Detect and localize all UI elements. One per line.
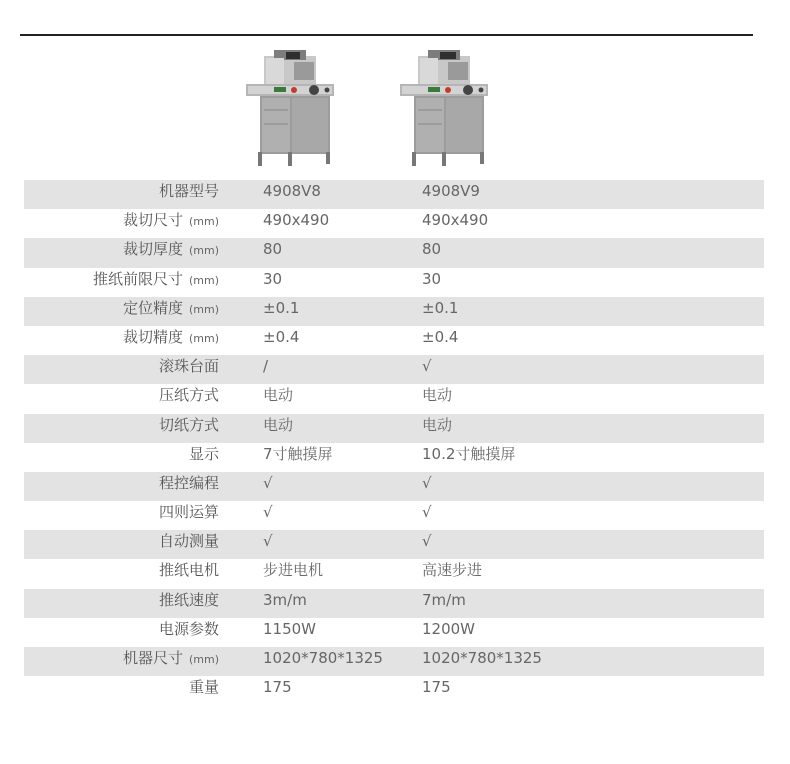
spec-label — [123, 647, 219, 671]
spec-row — [24, 501, 764, 530]
spec-label — [159, 472, 219, 495]
spec-label — [159, 559, 219, 582]
spec-label-text: 压纸方式 — [158, 386, 219, 405]
spec-label — [159, 180, 219, 203]
spec-row — [24, 647, 764, 676]
spec-value-model-b: 1200W — [422, 619, 476, 638]
spec-value-model-a: 1150W — [263, 619, 317, 638]
spec-row — [24, 268, 764, 297]
spec-label — [123, 326, 219, 350]
spec-value-model-b: ±0.4 — [422, 327, 459, 346]
spec-label — [159, 530, 219, 553]
spec-label-text: 重量 — [188, 678, 219, 697]
spec-value-model-b: 电动 — [422, 386, 453, 405]
spec-value-model-b: ±0.1 — [422, 298, 459, 317]
spec-label-text: 定位精度 — [122, 298, 183, 317]
spec-value-model-b: 490x490 — [422, 211, 489, 230]
spec-label — [159, 414, 219, 437]
spec-row — [24, 180, 764, 209]
spec-row — [24, 355, 764, 384]
spec-row — [24, 530, 764, 559]
spec-value-model-a: ±0.4 — [263, 327, 300, 346]
spec-value-model-b: 1020*780*1325 — [422, 649, 542, 667]
spec-label-text: 裁切尺寸 — [122, 211, 183, 230]
spec-value-model-a: 步进电机 — [263, 561, 324, 580]
spec-row — [24, 443, 764, 472]
spec-row — [24, 559, 764, 588]
top-divider — [20, 34, 753, 36]
spec-value-model-a: 4908V8 — [263, 182, 321, 200]
spec-label — [123, 238, 219, 262]
spec-value-model-b: √ — [422, 473, 432, 492]
spec-label — [159, 355, 219, 378]
spec-label-text: 裁切厚度 — [122, 240, 183, 259]
spec-label-text: 机器型号 — [158, 182, 219, 200]
spec-value-model-a: 1020*780*1325 — [263, 649, 383, 667]
paper-cutter-machine-icon — [244, 48, 336, 166]
spec-label — [189, 443, 219, 466]
spec-row — [24, 326, 764, 355]
spec-label-text: 四则运算 — [158, 503, 219, 522]
spec-value-model-b: 电动 — [422, 415, 453, 434]
spec-value-model-b: 7m/m — [422, 590, 466, 609]
spec-value-model-b: 175 — [422, 678, 451, 697]
spec-label-text: 机器尺寸 — [122, 649, 183, 667]
spec-label — [123, 209, 219, 233]
spec-value-model-a: 490x490 — [263, 211, 330, 230]
spec-unit: (mm) — [188, 273, 219, 287]
spec-unit: (mm) — [188, 215, 219, 229]
spec-row — [24, 384, 764, 413]
spec-value-model-b: 30 — [422, 269, 442, 288]
spec-row — [24, 618, 764, 647]
spec-table — [24, 180, 764, 705]
spec-label — [93, 268, 219, 292]
spec-label-text: 自动测量 — [158, 532, 219, 551]
spec-row — [24, 238, 764, 267]
paper-cutter-machine-icon — [398, 48, 490, 166]
spec-label-text: 电源参数 — [158, 619, 219, 638]
spec-value-model-a: 30 — [263, 269, 283, 288]
spec-value-model-a: 电动 — [263, 386, 294, 405]
spec-row — [24, 297, 764, 326]
spec-unit: (mm) — [188, 244, 219, 258]
spec-row — [24, 209, 764, 238]
spec-value-model-a: 80 — [263, 240, 283, 259]
spec-value-model-b: 10.2寸触摸屏 — [422, 444, 516, 463]
spec-label-text: 裁切精度 — [122, 327, 183, 346]
spec-unit: (mm) — [188, 331, 219, 345]
spec-label — [159, 384, 219, 407]
spec-value-model-a: ±0.1 — [263, 298, 300, 317]
spec-row — [24, 414, 764, 443]
spec-value-model-a: √ — [263, 503, 273, 522]
spec-unit: (mm) — [188, 302, 219, 316]
spec-value-model-a: 电动 — [263, 415, 294, 434]
spec-label-text: 程控编程 — [158, 473, 219, 492]
spec-label — [123, 297, 219, 321]
spec-label-text: 滚珠台面 — [158, 357, 219, 376]
spec-value-model-a: √ — [263, 473, 273, 492]
spec-value-model-b: √ — [422, 357, 432, 376]
spec-value-model-a: 7寸触摸屏 — [263, 444, 333, 463]
spec-row — [24, 676, 764, 705]
spec-label-text: 推纸速度 — [158, 590, 219, 609]
spec-value-model-a: 175 — [263, 678, 292, 697]
spec-value-model-b: √ — [422, 532, 432, 551]
spec-value-model-b: √ — [422, 503, 432, 522]
spec-label — [159, 501, 219, 524]
spec-value-model-a: 3m/m — [263, 590, 307, 609]
spec-unit: (mm) — [188, 653, 219, 666]
spec-value-model-b: 80 — [422, 240, 442, 259]
spec-value-model-a: √ — [263, 532, 273, 551]
spec-value-model-b: 4908V9 — [422, 182, 480, 200]
spec-label-text: 切纸方式 — [158, 415, 219, 434]
spec-value-model-b: 高速步进 — [422, 561, 483, 580]
spec-label-text: 显示 — [188, 444, 219, 463]
spec-label — [159, 618, 219, 641]
spec-label — [189, 676, 219, 699]
spec-label — [159, 589, 219, 612]
spec-row — [24, 589, 764, 618]
spec-value-model-a: / — [263, 357, 269, 376]
spec-label-text: 推纸前限尺寸 — [92, 269, 183, 288]
spec-label-text: 推纸电机 — [158, 561, 219, 580]
spec-row — [24, 472, 764, 501]
